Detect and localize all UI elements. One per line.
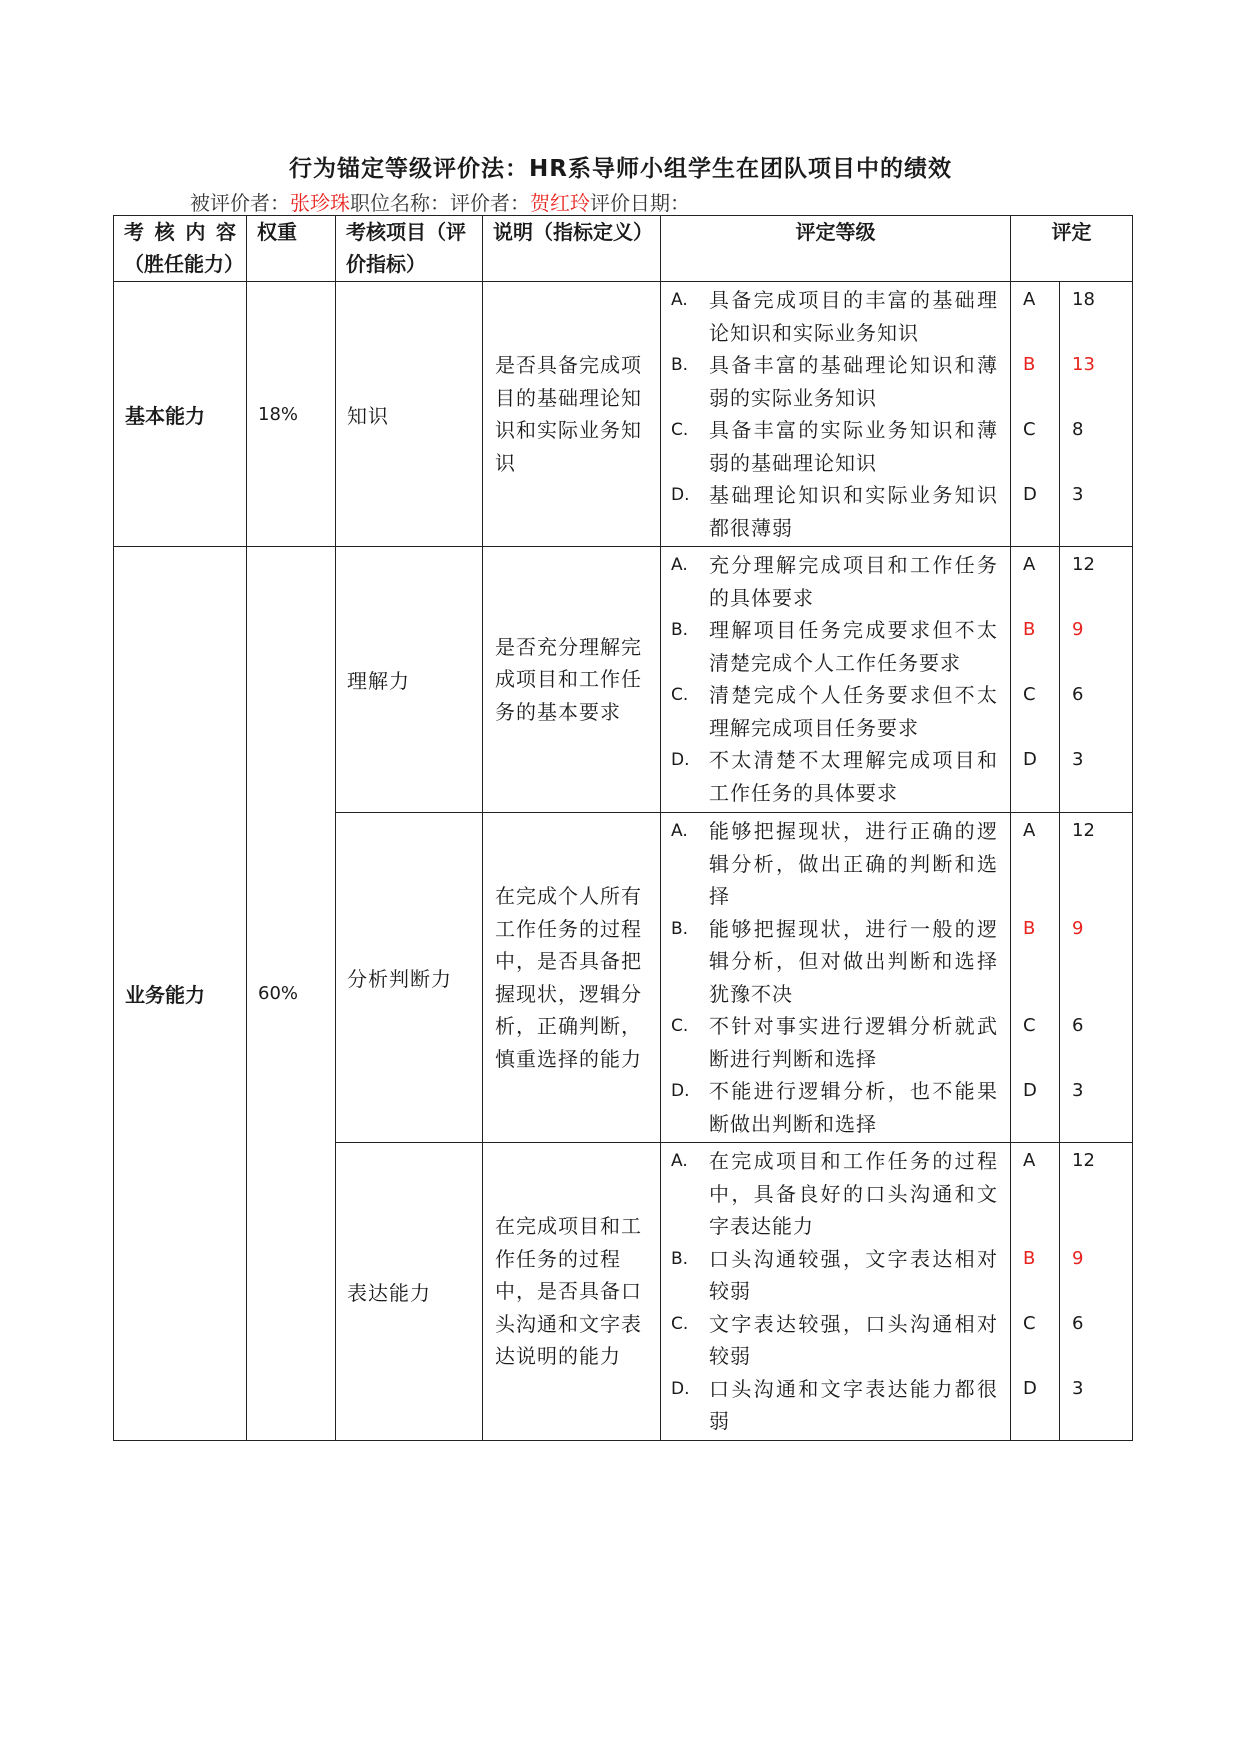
grade-code: C: [1023, 684, 1036, 705]
grade-letter: A.: [671, 1151, 688, 1171]
grade-score: 8: [1072, 419, 1084, 440]
grade-code: A: [1023, 820, 1036, 841]
grade-code: D: [1023, 1080, 1037, 1101]
grade-score-cell: [1060, 1143, 1133, 1441]
grade-letter: C.: [671, 1313, 689, 1334]
grade-option: [671, 1243, 998, 1308]
evaluee-name: 张珍珠: [290, 191, 350, 215]
item-cell: 分析判断力: [336, 813, 483, 1143]
grades-cell: [661, 1143, 1011, 1441]
grade-code: D: [1023, 484, 1037, 505]
grade-score: 3: [1072, 749, 1084, 770]
grade-option: [671, 1075, 998, 1140]
grade-code: B: [1023, 619, 1036, 640]
weight-cell: 60%: [247, 547, 336, 1441]
grade-code-cell: [1011, 813, 1060, 1143]
grade-letter: D.: [671, 750, 690, 770]
grade-score-cell: [1060, 547, 1133, 813]
grade-option: [671, 913, 998, 1011]
grade-text: 基础理论知识和实际业务知识都很薄弱: [709, 483, 998, 540]
grade-text: 不针对事实进行逻辑分析就武断进行判断和选择: [709, 1014, 998, 1071]
grade-letter: C.: [671, 1016, 689, 1036]
grade-text: 清楚完成个人任务要求但不太理解完成项目任务要求: [709, 683, 998, 740]
grade-text: 口头沟通较强，文字表达相对较弱: [709, 1246, 998, 1303]
table-header-row: [114, 216, 1133, 282]
grade-option: [671, 1145, 998, 1243]
grade-score: 6: [1072, 684, 1084, 705]
item-cell: 知识: [336, 282, 483, 547]
header-description: 说明（指标定义）: [483, 216, 661, 282]
grade-text: 具备丰富的实际业务知识和薄弱的基础理论知识: [709, 418, 998, 475]
grade-score: 3: [1072, 1080, 1084, 1101]
grades-cell: [661, 813, 1011, 1143]
header-content: 考 核 内 容（胜任能力）: [114, 216, 247, 282]
category-cell: 基本能力: [114, 282, 247, 547]
grade-code: C: [1023, 1015, 1036, 1036]
table-row: [114, 547, 1133, 813]
grade-code: B: [1023, 354, 1036, 375]
description-cell: 是否充分理解完成项目和工作任务的基本要求: [483, 547, 661, 813]
grade-code: A: [1023, 289, 1036, 310]
grade-code: A: [1023, 1150, 1036, 1171]
grade-score: 12: [1072, 1150, 1095, 1171]
document-title: 行为锚定等级评价法：HR系导师小组学生在团队项目中的绩效: [289, 156, 952, 182]
category-cell: 业务能力: [114, 547, 247, 1441]
evaluation-meta: [190, 187, 690, 216]
grade-option: [671, 744, 998, 809]
table-body: [114, 282, 1133, 1441]
description-cell: 是否具备完成项目的基础理论知识和实际业务知识: [483, 282, 661, 547]
grade-option: [671, 614, 998, 679]
grade-score: 18: [1072, 289, 1095, 310]
grade-text: 能够把握现状，进行一般的逻辑分析，但对做出判断和选择犹豫不决: [709, 916, 998, 1006]
description-cell: 在完成项目和工作任务的过程中，是否具备口头沟通和文字表达说明的能力: [483, 1143, 661, 1441]
grade-score: 6: [1072, 1312, 1084, 1334]
grade-letter: A.: [671, 290, 688, 310]
grade-letter: A.: [671, 821, 688, 841]
grade-letter: D.: [671, 485, 690, 505]
description-cell: 在完成个人所有工作任务的过程中，是否具备把握现状，逻辑分析，正确判断，慎重选择的能力: [483, 813, 661, 1143]
grade-text: 口头沟通和文字表达能力都很弱: [709, 1376, 998, 1433]
grade-code: C: [1023, 419, 1036, 440]
evaluee-label: 被评价者：: [190, 191, 290, 215]
header-item: 考核项目（评价指标）: [336, 216, 483, 282]
grade-letter: B.: [671, 620, 689, 640]
header-rating: 评定: [1011, 216, 1133, 282]
grade-code: C: [1023, 1312, 1036, 1334]
grade-code: A: [1023, 554, 1036, 575]
evaluator-name: 贺红玲: [530, 191, 590, 215]
grade-option: [671, 815, 998, 913]
grade-score: 9: [1072, 1247, 1084, 1269]
position-label: 职位名称：: [350, 191, 450, 215]
grade-code: D: [1023, 1377, 1037, 1399]
weight-cell: 18%: [247, 282, 336, 547]
grade-code: B: [1023, 1247, 1036, 1269]
grade-text: 在完成项目和工作任务的过程中，具备良好的口头沟通和文字表达能力: [709, 1149, 998, 1238]
evaluation-table: [113, 215, 1133, 1441]
grade-letter: C.: [671, 420, 689, 440]
grade-score: 12: [1072, 554, 1095, 575]
grade-option: [671, 349, 998, 414]
grade-letter: A.: [671, 555, 688, 575]
grade-text: 不太清楚不太理解完成项目和工作任务的具体要求: [709, 748, 998, 805]
item-cell: 表达能力: [336, 1143, 483, 1441]
grade-letter: B.: [671, 1248, 689, 1269]
grade-code-cell: [1011, 282, 1060, 547]
grades-cell: [661, 547, 1011, 813]
grade-text: 不能进行逻辑分析，也不能果断做出判断和选择: [709, 1079, 998, 1136]
grade-option: [671, 284, 998, 349]
grade-score: 3: [1072, 1377, 1084, 1399]
grade-option: [671, 1010, 998, 1075]
grade-letter: D.: [671, 1378, 690, 1399]
grade-code-cell: [1011, 547, 1060, 813]
header-weight: 权重: [247, 216, 336, 282]
grade-option: [671, 1373, 998, 1438]
grade-text: 能够把握现状，进行正确的逻辑分析，做出正确的判断和选择: [709, 819, 998, 908]
grades-cell: [661, 282, 1011, 547]
grade-score: 6: [1072, 1015, 1084, 1036]
grade-letter: C.: [671, 685, 689, 705]
grade-score: 13: [1072, 354, 1095, 375]
grade-letter: B.: [671, 918, 689, 939]
grade-option: [671, 479, 998, 544]
evaluator-label: 评价者：: [450, 191, 530, 215]
grade-option: [671, 549, 998, 614]
table-row: [114, 282, 1133, 547]
grade-text: 文字表达较强，口头沟通相对较弱: [709, 1311, 998, 1368]
grade-code-cell: [1011, 1143, 1060, 1441]
grade-text: 具备完成项目的丰富的基础理论知识和实际业务知识: [709, 288, 998, 345]
grade-text: 具备丰富的基础理论知识和薄弱的实际业务知识: [709, 353, 998, 410]
grade-score: 12: [1072, 820, 1095, 841]
date-label: 评价日期：: [590, 191, 690, 215]
grade-letter: D.: [671, 1081, 690, 1101]
grade-option: [671, 679, 998, 744]
grade-text: 充分理解完成项目和工作任务的具体要求: [709, 553, 998, 610]
grade-letter: B.: [671, 355, 689, 375]
header-grades: 评定等级: [661, 216, 1011, 282]
grade-option: [671, 414, 998, 479]
grade-score-cell: [1060, 813, 1133, 1143]
grade-score: 9: [1072, 619, 1084, 640]
grade-option: [671, 1308, 998, 1373]
grade-score: 3: [1072, 484, 1084, 505]
grade-score-cell: [1060, 282, 1133, 547]
item-cell: 理解力: [336, 547, 483, 813]
grade-text: 理解项目任务完成要求但不太清楚完成个人工作任务要求: [709, 618, 998, 675]
grade-score: 9: [1072, 917, 1084, 939]
grade-code: B: [1023, 917, 1036, 939]
grade-code: D: [1023, 749, 1037, 770]
